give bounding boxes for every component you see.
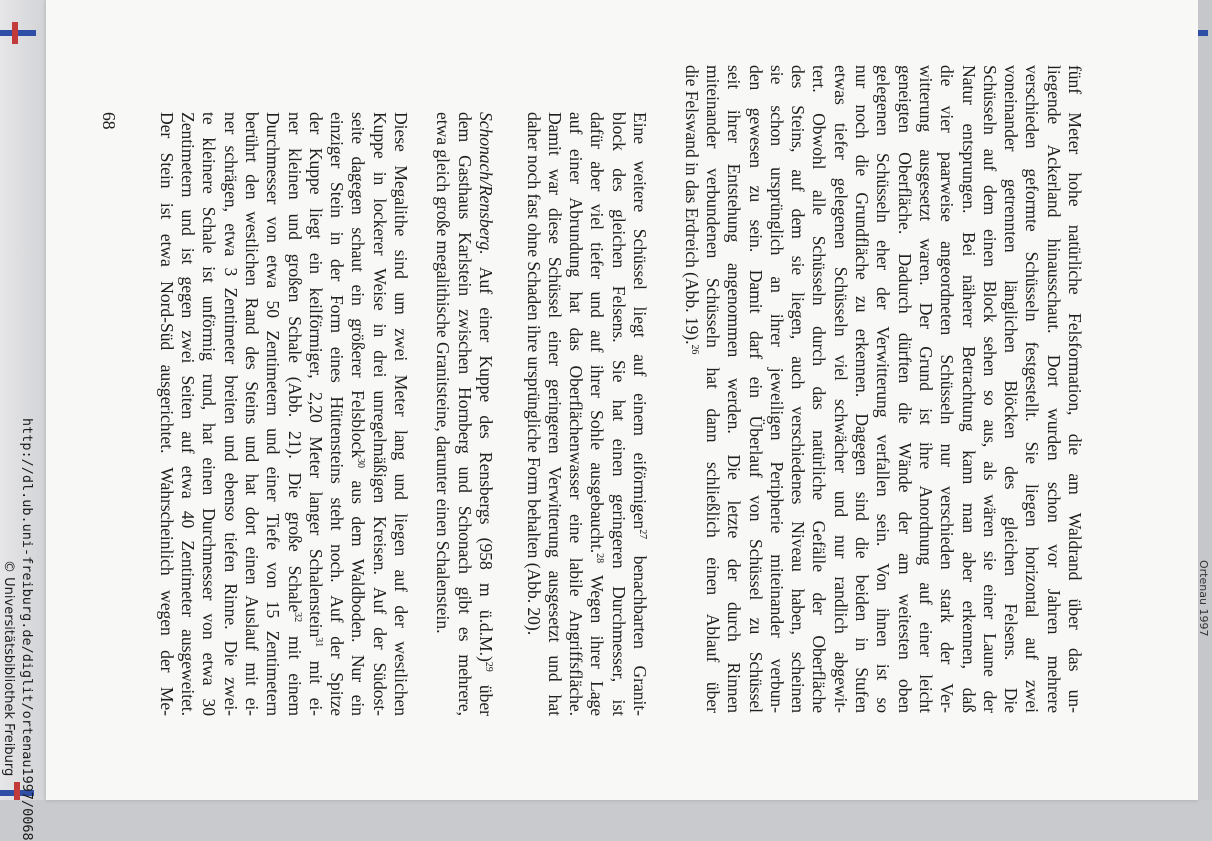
- text-line: des Steins, auf dem sie liegen, auch verschiedenes Niveau haben, scheinen: [788, 65, 809, 713]
- text-line-content: dafür aber viel tiefer und auf ihrer Sohle ausgebaucht.: [587, 112, 608, 554]
- place-name: Schonach/Rensberg.: [476, 112, 496, 255]
- text-line: miteinander verbundenen Schüsseln hat dann schließlich einen Ablauf über: [702, 65, 723, 713]
- text-line-content: Eine weitere Schüssel liegt auf einem eiförmigen: [630, 112, 650, 530]
- text-line: seit ihrer Entstehung angenommen werden. Die letzte der durch Rinnen: [724, 65, 745, 713]
- footnote-ref: 26: [688, 344, 700, 355]
- text-line: [680, 65, 701, 713]
- footnote-ref: 31: [312, 637, 324, 648]
- right-edge-text: Ortenau 1997: [1197, 560, 1210, 637]
- paragraph-2: [522, 112, 650, 716]
- text-line: ner schrägen, etwa 3 Zentimeter breiten und ebenso tiefen Rinne. Die zwei-: [220, 112, 241, 716]
- text-line-content: benachbarten Granit-: [630, 539, 650, 716]
- scan-marker-blue-left: [0, 30, 36, 36]
- text-line: daher noch fast ohne Schaden ihre ursprüngliche Form behalten (Abb. 20).: [523, 112, 544, 636]
- paragraph-4: [155, 112, 411, 716]
- text-line-content: Auf einer Kuppe des Rensbergs (958 m ü.d.M.): [476, 254, 496, 662]
- text-line: sie schon ursprünglich an ihrer jeweiligen Peripherie miteinander verbun-: [766, 65, 787, 713]
- scan-marker-red-left: [12, 22, 18, 44]
- text-line: [305, 112, 326, 716]
- text-line: te kleinere Schale ist unförmig rund, hat einen Durchmesser von etwa 30: [199, 112, 220, 716]
- text-line-content: ner kleinen und großen Schale (Abb. 21). Die große Schale: [284, 112, 305, 613]
- text-line: Durchmesser von etwa 50 Zentimetern und einer Tiefe von 15 Zentimetern: [263, 112, 284, 716]
- text-line: fünf Meter hohe natürliche Felsformation, die am Waldrand über das un-: [1065, 65, 1085, 713]
- text-line-content: mit ei-: [305, 647, 326, 716]
- text-line: den gewesen zu sein. Damit darf ein Überlauf von Schüssel zu Schüssel: [745, 65, 766, 713]
- text-line: witterung ausgesetzt waren. Der Grund ist ihre Anordnung auf einer leicht: [915, 65, 936, 713]
- footnote-ref: 28: [594, 553, 606, 564]
- text-line-content: über: [476, 671, 496, 716]
- text-line: [283, 112, 304, 716]
- paragraph-3: [432, 112, 496, 716]
- text-line: Der Stein ist etwa Nord-Süd ausgerichtet. Wahrscheinlich wegen der Me-: [156, 112, 177, 716]
- text-line: [475, 112, 496, 716]
- viewer-right-margin: [1198, 0, 1212, 800]
- footnote-ref: 29: [483, 661, 494, 672]
- text-line: geneigten Oberfläche. Dadurch dürften die Wände der am weitesten oben: [894, 65, 915, 713]
- text-line: verschieden geformte Schüsseln festgestellt. Sie liegen horizontal auf zwei: [1022, 65, 1043, 713]
- text-line: Diese Megalithe sind um zwei Meter lang und liegen auf der westlichen: [391, 112, 411, 716]
- scan-marker-blue-right: [1198, 30, 1208, 36]
- text-line: [629, 112, 650, 716]
- text-line: tert. Obwohl alle Schüsseln durch das natürliche Gefälle der Oberfläche: [809, 65, 830, 713]
- text-line: Damit war diese Schüssel einer geringeren Verwitterung ausgesetzt und hat: [544, 112, 565, 716]
- footnote-ref: 32: [291, 612, 303, 623]
- text-line: block des gleichen Felsens. Sie hat einen geringeren Durchmesser, ist: [608, 112, 629, 716]
- text-line: Natur entsprungen. Bei näherer Betrachtung kann man aber erkennen, daß: [958, 65, 979, 713]
- text-line-content: mit einem: [284, 622, 305, 716]
- text-line-content: die Felswand in das Erdreich (Abb. 19).: [681, 65, 702, 345]
- paragraph-1: [680, 65, 1085, 713]
- text-line: etwa gleich große megalithische Granitsteine, darunter einen Schalenstein.: [433, 112, 454, 634]
- text-line: Schüsseln auf dem einen Block sehen so aus, als wären sie einer Laune der: [979, 65, 1000, 713]
- text-line: nur noch die Grundfläche zu erkennen. Dagegen sind die beiden in Stufen: [852, 65, 873, 713]
- text-line: Zentimetern und ist gegen zwei Seiten auf etwa 40 Zentimeter ausgeweitet.: [178, 112, 199, 716]
- text-line: [586, 112, 607, 716]
- source-url[interactable]: http://dl.ub.uni-freiburg.de/diglit/ortenau1997/0068: [19, 418, 35, 841]
- text-line: auf einer Abrundung hat das Oberflächenwasser eine labile Angriffsfläche.: [566, 112, 587, 716]
- text-line: die vier paarweise angeordneten Schüsseln nur verschieden stark der Ver-: [937, 65, 958, 713]
- text-line: einziger Stein in der Form eines Hüttensteins steht noch. Auf der Spitze: [327, 112, 348, 716]
- text-line: etwas tiefer gelegenen Schüsseln viel schwächer und nur randlich abgewit-: [830, 65, 851, 713]
- text-line: voneinander getrennten länglichen Blöcken des gleichen Felsens. Die: [1001, 65, 1022, 713]
- text-line: liegende Ackerland hinausschaut. Dort wurden schon vor Jahren mehrere: [1043, 65, 1064, 713]
- text-line-content: aus dem Waldboden. Nur ein: [348, 468, 369, 716]
- text-line: dem Gasthaus Karlstein zwischen Hornberg und Schonach gibt es mehrere,: [454, 112, 475, 716]
- text-line: berührt den westlichen Rand des Steins und hat dort einen Auslauf mit ei-: [241, 112, 262, 716]
- text-line-content: der Kuppe liegt ein keilförmiger, 2,20 Meter langer Schalenstein: [305, 112, 326, 638]
- text-line: gelegenen Schüsseln eher der Verwitterung verfallen sein. Von ihnen ist so: [873, 65, 894, 713]
- page-number: 68: [99, 112, 119, 130]
- copyright-notice: © Universitätsbibliothek Freiburg: [1, 560, 16, 777]
- text-line-content: Wegen ihrer Lage: [587, 563, 608, 716]
- text-line: Kuppe in lockerer Weise in drei unregelmäßigen Kreisen. Auf der Südost-: [369, 112, 390, 716]
- text-line: [347, 112, 368, 716]
- footnote-ref: 27: [637, 529, 648, 540]
- footnote-ref: 30: [355, 458, 367, 469]
- text-line-content: seite dagegen schaut ein größerer Felsblock: [348, 112, 369, 459]
